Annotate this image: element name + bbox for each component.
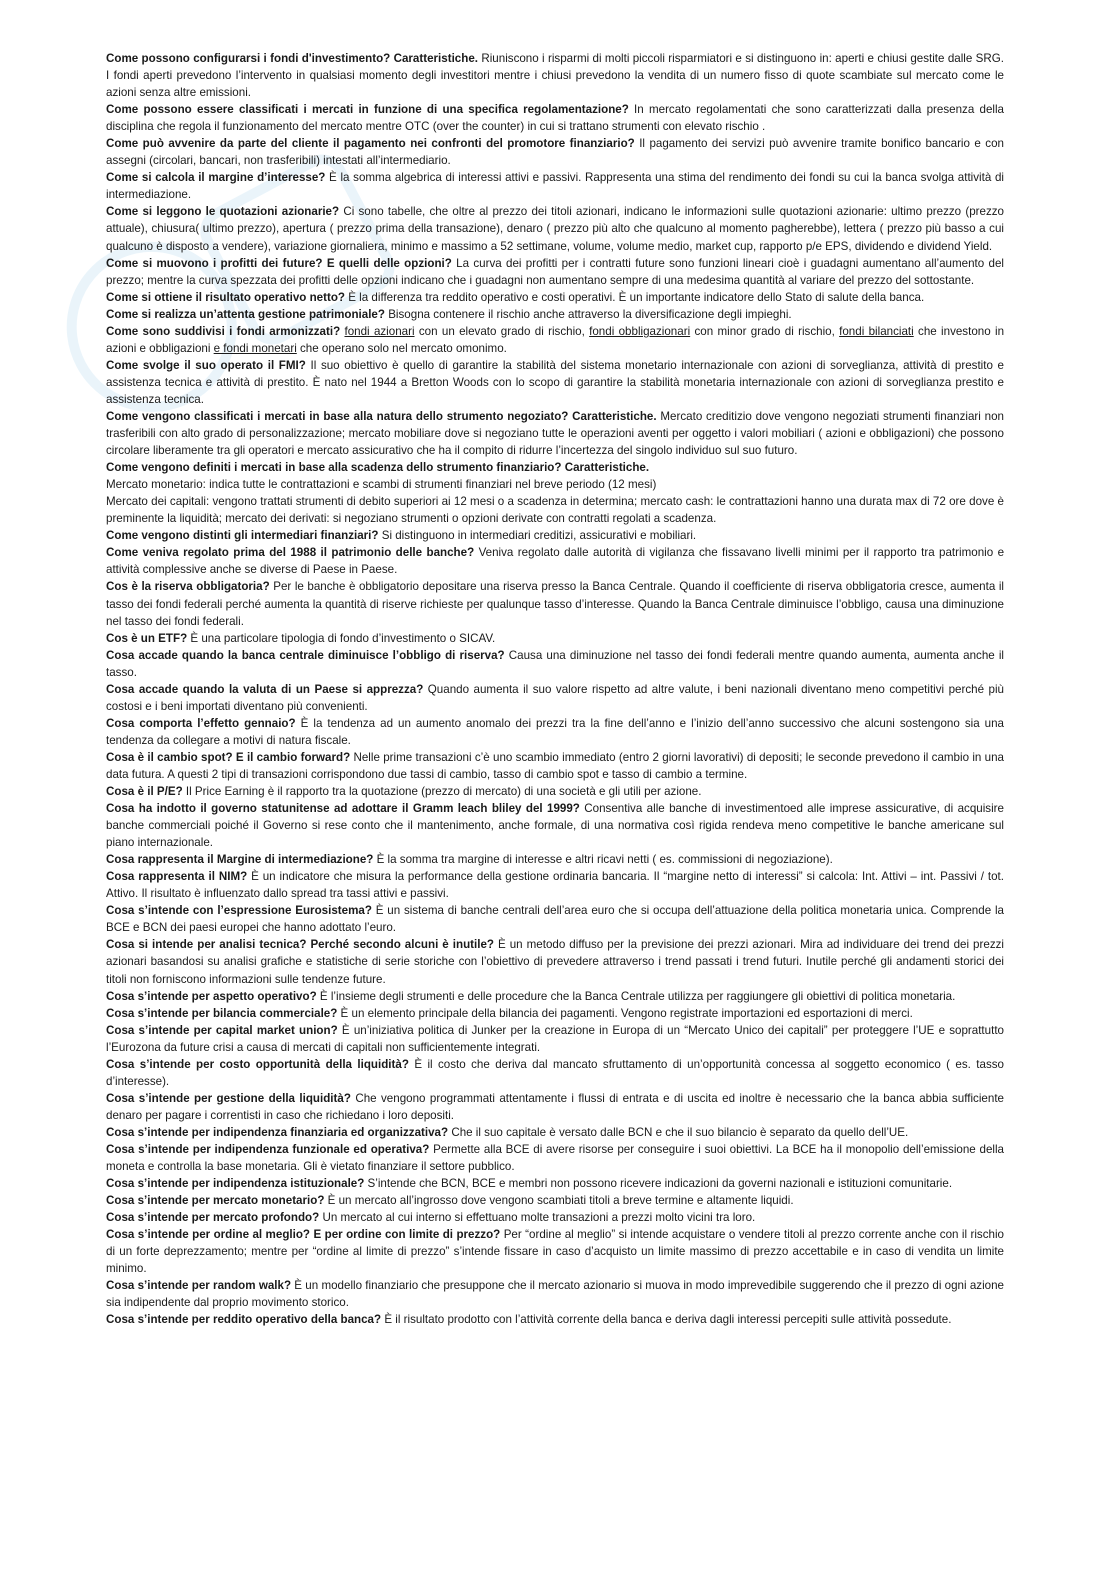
question-text: Come vengono distinti gli intermediari finanziari? <box>106 529 379 543</box>
question-text: Cosa rappresenta il NIM? <box>106 870 248 884</box>
answer-text: È un indicatore che misura la performance della gestione ordinaria bancaria. Il “margine netto di interessi” si calcola: Int. Attivi – int. Passivi / tot. Attivo. Il risultato è influenzato dallo spread tra tassi attivi e passivi. <box>106 870 1004 901</box>
answer-text: È una particolare tipologia di fondo d’investimento o SICAV. <box>187 631 496 645</box>
answer-text: È il risultato prodotto con l’attività corrente della banca e deriva dagli interessi percepiti sulle attività possedute. <box>381 1313 952 1327</box>
qa-entry <box>106 936 1004 987</box>
answer-text: È un sistema di banche centrali dell’area euro che si occupa dell’attuazione della politica monetaria unica. Comprende la BCE e BCN dei paesi europei che hanno adottato l’euro. <box>106 904 1004 935</box>
question-text: Come possono configurarsi i fondi d'investimento? Caratteristiche. <box>106 52 478 65</box>
question-text: Cosa ha indotto il governo statunitense ad adottare il Gramm leach bliley del 1999? <box>106 802 580 816</box>
answer-text: Causa una diminuzione nel tasso dei fondi federali mentre quando aumenta, aumenta anche il tasso. <box>106 648 1004 679</box>
question-text: Cosa s’intende per mercato monetario? <box>106 1194 325 1208</box>
question-text: Cos è la riserva obbligatoria? <box>106 580 270 594</box>
question-text: Cosa è il P/E? <box>106 785 183 799</box>
answer-text: Che il suo capitale è versato dalle BCN e che il suo bilancio è separato da quello dell’UE. <box>448 1125 909 1139</box>
answer-text: Il suo obiettivo è quello di garantire la stabilità del sistema monetario internazionale con azioni di sorveglianza, attività di prestito e assistenza tecnica e attività di prestito. È nato nel 1944 a Bretton Woods con lo scopo di garantire la stabilità monetaria internazionale con azioni di sorveglianza prestito e assistenza tecnica. <box>106 358 1004 406</box>
answer-text: È la differenza tra reddito operativo e costi operativi. È un importante indicatore dello Stato di salute della banca. <box>345 290 925 304</box>
answer-text: che operano solo nel mercato omonimo. <box>296 341 507 355</box>
question-text: Cosa comporta l’effetto gennaio? <box>106 716 296 730</box>
answer-text: Bisogna contenere il rischio anche attraverso la diversificazione degli impieghi. <box>384 307 792 321</box>
qa-entry <box>106 203 1004 254</box>
question-text: Cosa accade quando la valuta di un Paese si apprezza? <box>106 682 424 696</box>
question-text: Come può avvenire da parte del cliente il pagamento nei confronti del promotore finanziario? <box>106 137 635 151</box>
answer-text: Permette alla BCE di avere risorse per conseguire i suoi obiettivi. La BCE ha il monopolio dell’emissione della moneta e controlla la base monetaria. Gli è vietato finanziare il settore pubblico. <box>106 1143 1005 1174</box>
qa-entry <box>106 527 1004 544</box>
question-text: Cosa è il cambio spot? E il cambio forward? <box>106 750 351 764</box>
qa-entry <box>106 544 1004 578</box>
qa-entry <box>106 255 1004 289</box>
question-text: Cosa s’intende per gestione della liquidità? <box>106 1091 351 1105</box>
qa-entry <box>106 1022 1004 1056</box>
question-text: Cosa si intende per analisi tecnica? Perché secondo alcuni è inutile? <box>106 938 494 952</box>
answer-text: Consentiva alle banche di investimentoed alle imprese assicurative, di acquisire banche commerciali poiché il Governo si rese conto che il mantenimento, anche formale, di una normativa così rigida rendeva meno competitive le banche americane sul piano internazionale. <box>106 802 1004 850</box>
answer-text: Veniva regolato dalle autorità di vigilanza che fissavano livelli minimi per il rapporto tra patrimonio e attività complessive anche se diverse di Paese in Paese. <box>106 546 1005 577</box>
qa-entry <box>106 1311 1004 1328</box>
answer-text: Mercato dei capitali: vengono trattati strumenti di debito superiori ai 12 mesi o a scadenza in determina; mercato cash: le contrattazioni hanno una durata max di 72 ore dove è preminente la liquidità; mercato dei derivati: si negoziano strumenti o opzioni derivate con contratti regolati a scadenza. <box>106 495 1004 526</box>
qa-entry <box>106 476 1004 493</box>
question-text: Come sono suddivisi i fondi armonizzati? <box>106 324 341 338</box>
answer-text: Il pagamento dei servizi può avvenire tramite bonifico bancario e con assegni (circolari, bancari, non trasferibili) intestati all’intermediario. <box>106 137 1004 168</box>
qa-entry <box>106 306 1004 323</box>
question-text: Come svolge il suo operato il FMI? <box>106 358 306 372</box>
qa-entry <box>106 578 1004 629</box>
underlined-term: e fondi monetari <box>213 341 297 355</box>
qa-entry <box>106 169 1004 203</box>
question-text: Cosa s’intende per mercato profondo? <box>106 1211 320 1225</box>
answer-text: Nelle prime transazioni c’è uno scambio immediato (entro 2 giorni lavorativi) di depositi; le seconde prevedono il cambio in una data futura. A questi 2 tipi di transazioni corrispondono due tassi di cambio, tasso di cambio spot e tasso di cambio a termine. <box>106 750 1004 781</box>
qa-entry <box>106 1005 1004 1022</box>
question-text: Cosa s’intende per random walk? <box>106 1279 292 1293</box>
question-text: Cosa rappresenta il Margine di intermediazione? <box>106 853 374 867</box>
answer-text: La curva dei profitti per i contratti future sono funzioni lineari cioè i guadagni aumentano all’aumento del prezzo; mentre la curva spezzata dei profitti delle opzioni indicano che i guadagni non aumentano sempre di una medesima quantità al variare del prezzo del sottostante. <box>106 256 1005 287</box>
qa-entry <box>106 50 1004 101</box>
answer-text: S’intende che BCN, BCE e membri non possono ricevere indicazioni da governi nazionali e istituzioni comunitarie. <box>364 1177 953 1191</box>
question-text: Cosa s’intende per ordine al meglio? E per ordine con limite di prezzo? <box>106 1228 501 1242</box>
answer-text: È l’insieme degli strumenti e delle procedure che la Banca Centrale utilizza per raggiungere gli obiettivi di politica monetaria. <box>316 989 956 1003</box>
answer-text: È il costo che deriva dal mancato sfruttamento di un’opportunità concessa al soggetto economico ( es. tasso d’interesse). <box>106 1057 1004 1088</box>
answer-text: È la somma algebrica di interessi attivi e passivi. Rappresenta una stima del rendimento dei fondi su cui la banca svolga attività di intermediazione. <box>106 171 1004 202</box>
question-text: Come si calcola il margine d’interesse? <box>106 171 326 185</box>
answer-text: Che vengono programmati attentamente i flussi di entrata e di uscita ed inoltre è necessario che la banca abbia sufficiente denaro per pagare i correntisti in caso che richiedano i loro depositi. <box>106 1091 1004 1122</box>
question-text: Cosa s’intende per reddito operativo della banca? <box>106 1313 382 1327</box>
qa-entry <box>106 851 1004 868</box>
qa-entry <box>106 715 1004 749</box>
underlined-term: fondi bilanciati <box>839 324 914 338</box>
qa-entry <box>106 289 1004 306</box>
qa-entry <box>106 135 1004 169</box>
answer-text: Mercato monetario: indica tutte le contrattazioni e scambi di strumenti finanziari nel breve periodo (12 mesi) <box>106 478 657 492</box>
answer-text: È un metodo diffuso per la previsione dei prezzi azionari. Mira ad individuare dei trend dei prezzi azionari basandosi su analisi grafiche e statistiche di serie storiche con l’obiettivo di prevedere attraverso i trend passati i trend futuri. Inutile perché gli andamenti storici dei titoli non forniscono informazioni sulle tendenze future. <box>106 938 1004 986</box>
answer-text: In mercato regolamentati che sono caratterizzati dalla presenza della disciplina che regola il funzionamento del mercato mentre OTC (over the counter) in cui si trattano strumenti con elevato rischio . <box>106 103 1004 134</box>
qa-entry <box>106 681 1004 715</box>
question-text: Cosa s’intende per indipendenza finanziaria ed organizzativa? <box>106 1125 449 1139</box>
answer-text: È un elemento principale della bilancia dei pagamenti. Vengono registrate importazioni ed esportazioni di merci. <box>337 1006 913 1020</box>
question-text: Come si realizza un’attenta gestione patrimoniale? <box>106 307 385 321</box>
question-text: Come si leggono le quotazioni azionarie? <box>106 205 340 219</box>
question-text: Come si ottiene il risultato operativo netto? <box>106 290 345 304</box>
answer-text: Un mercato al cui interno si effettuano molte transazioni a prezzi molto vicini tra loro. <box>319 1211 756 1225</box>
qa-entry <box>106 459 1004 476</box>
answer-text: che investono in azioni e obbligazioni <box>106 324 1005 355</box>
answer-text: È un’iniziativa politica di Junker per la creazione in Europa di un “Mercato Unico dei capitali” per proteggere l’UE e soprattutto l’Eurozona da future crisi a causa di mercati di capitali non sufficientemente integrati. <box>106 1023 1004 1054</box>
qa-entry <box>106 1192 1004 1209</box>
question-text: Cosa s’intende per indipendenza istituzionale? <box>106 1177 365 1191</box>
question-text: Cosa s’intende per bilancia commerciale? <box>106 1006 338 1020</box>
question-text: Come vengono definiti i mercati in base alla scadenza dello strumento finanziario? Caratteristiche. <box>106 461 650 475</box>
underlined-term: fondi azionari <box>344 324 415 338</box>
qa-entry <box>106 783 1004 800</box>
qa-entry <box>106 1277 1004 1311</box>
question-text: Cosa accade quando la banca centrale diminuisce l’obbligo di riserva? <box>106 648 505 662</box>
qa-entry <box>106 1090 1004 1124</box>
answer-text: Riuniscono i risparmi di molti piccoli risparmiatori e si distinguono in: aperti e chiusi gestite dalle SRG. I fondi aperti prevedono l’intervento in qualsiasi momento degli investitori mentre i chiusi prevedono la vendita di un numero fisso di quote scambiate sul mercato come le azioni senza altre emissioni. <box>106 52 1005 100</box>
qa-entry <box>106 868 1004 902</box>
qa-entry <box>106 749 1004 783</box>
underlined-term: fondi obbligazionari <box>589 324 691 338</box>
question-text: Cosa s’intende per capital market union? <box>106 1023 338 1037</box>
answer-text: È la somma tra margine di interesse e altri ricavi netti ( es. commissioni di negoziazione). <box>373 853 833 867</box>
answer-text: con un elevato grado di rischio, <box>414 324 590 338</box>
answer-text: Ci sono tabelle, che oltre al prezzo dei titoli azionari, indicano le informazioni sulle quotazioni azionarie: ultimo prezzo (prezzo attuale), chiusura( ultimo prezzo), apertura ( prezzo prima della transazione), denaro ( prezzo più alto che qualcuno al momento pagherebbe), lettera ( prezzo più basso a cui qualcuno è disposto a vendere), variazione giornaliera, minimo e massimo a 52 settimane, volume, volume medio, market cup, rapporto p/e EPS, dividendo e dividend Yield. <box>106 205 1005 253</box>
question-text: Cosa s’intende per aspetto operativo? <box>106 989 317 1003</box>
qa-entry <box>106 323 1004 357</box>
qa-entry <box>106 1056 1004 1090</box>
qa-entry <box>106 1124 1004 1141</box>
question-text: Cos è un ETF? <box>106 631 188 645</box>
answer-text: Si distinguono in intermediari creditizi, assicurativi e mobiliari. <box>378 529 697 543</box>
question-text: Come veniva regolato prima del 1988 il patrimonio delle banche? <box>106 546 475 560</box>
qa-entry <box>106 408 1004 459</box>
qa-entry <box>106 1209 1004 1226</box>
qa-entry <box>106 630 1004 647</box>
answer-text: È un modello finanziario che presuppone che il mercato azionario si muova in modo imprevedibile suggerendo che il prezzo di ogni azione sia indipendente dal proprio movimento storico. <box>106 1279 1004 1310</box>
question-text: Come possono essere classificati i mercati in funzione di una specifica regolamentazione? <box>106 103 629 117</box>
answer-text: con minor grado di rischio, <box>690 324 840 338</box>
question-text: Cosa s’intende con l’espressione Eurosistema? <box>106 904 372 918</box>
qa-entry <box>106 902 1004 936</box>
answer-text: Per le banche è obbligatorio depositare una riserva presso la Banca Centrale. Quando il coefficiente di riserva obbligatoria cresce, aumenta il tasso dei fondi federali perché aumenta la quantità di riserve richieste per qualunque tasso d’interesse. Quando la Banca Centrale diminuisce l’obbligo, causa una diminuzione nel tasso dei fondi federali. <box>106 580 1004 628</box>
qa-entry <box>106 1141 1004 1175</box>
question-text: Cosa s’intende per costo opportunità della liquidità? <box>106 1057 409 1071</box>
qa-entry <box>106 1226 1004 1277</box>
answer-text: Quando aumenta il suo valore rispetto ad altre valute, i beni nazionali diventano meno competitivi perché più costosi e i beni importati diventano più convenienti. <box>106 682 1004 713</box>
question-text: Come vengono classificati i mercati in base alla natura dello strumento negoziato? Caratteristiche. <box>106 409 657 423</box>
qa-entry <box>106 647 1004 681</box>
qa-entry <box>106 800 1004 851</box>
answer-text: È la tendenza ad un aumento anomalo dei prezzi tra la fine dell’anno e l’inizio dell’anno successivo che alcuni sostengono sia una tendenza da collegare a motivi di natura fiscale. <box>106 716 1004 747</box>
qa-entry <box>106 988 1004 1005</box>
answer-text: Mercato creditizio dove vengono negoziati strumenti finanziari non trasferibili con alto grado di personalizzazione; mercato mobiliare dove si negoziano tutte le operazioni aventi per oggetto i valori mobiliari ( azioni e obbligazioni) che possono circolare liberamente tra gli operatori e mercato assicurativo che ha il compito di ridurre l’incertezza del singolo individuo sul suo futuro. <box>106 409 1004 458</box>
question-text: Come si muovono i profitti dei future? E quelli delle opzioni? <box>106 256 452 270</box>
qa-entry <box>106 493 1004 527</box>
qa-entry <box>106 1175 1004 1192</box>
answer-text: Il Price Earning è il rapporto tra la quotazione (prezzo di mercato) di una società e gli utili per azione. <box>182 785 702 799</box>
document-body <box>106 50 1004 1329</box>
qa-entry <box>106 357 1004 408</box>
qa-entry <box>106 101 1004 135</box>
answer-text: È un mercato all’ingrosso dove vengono scambiati titoli a breve termine e altamente liquidi. <box>324 1194 794 1208</box>
question-text: Cosa s’intende per indipendenza funzionale ed operativa? <box>106 1143 430 1156</box>
answer-text: Per “ordine al meglio” si intende acquistare o vendere titoli al prezzo corrente anche con il rischio di un forte deprezzamento; mentre per “ordine al limite di prezzo” s’intende fissare in caso d’acquisto un limite massimo di prezzo accettabile e in caso di vendita un limite minimo. <box>106 1228 1004 1276</box>
